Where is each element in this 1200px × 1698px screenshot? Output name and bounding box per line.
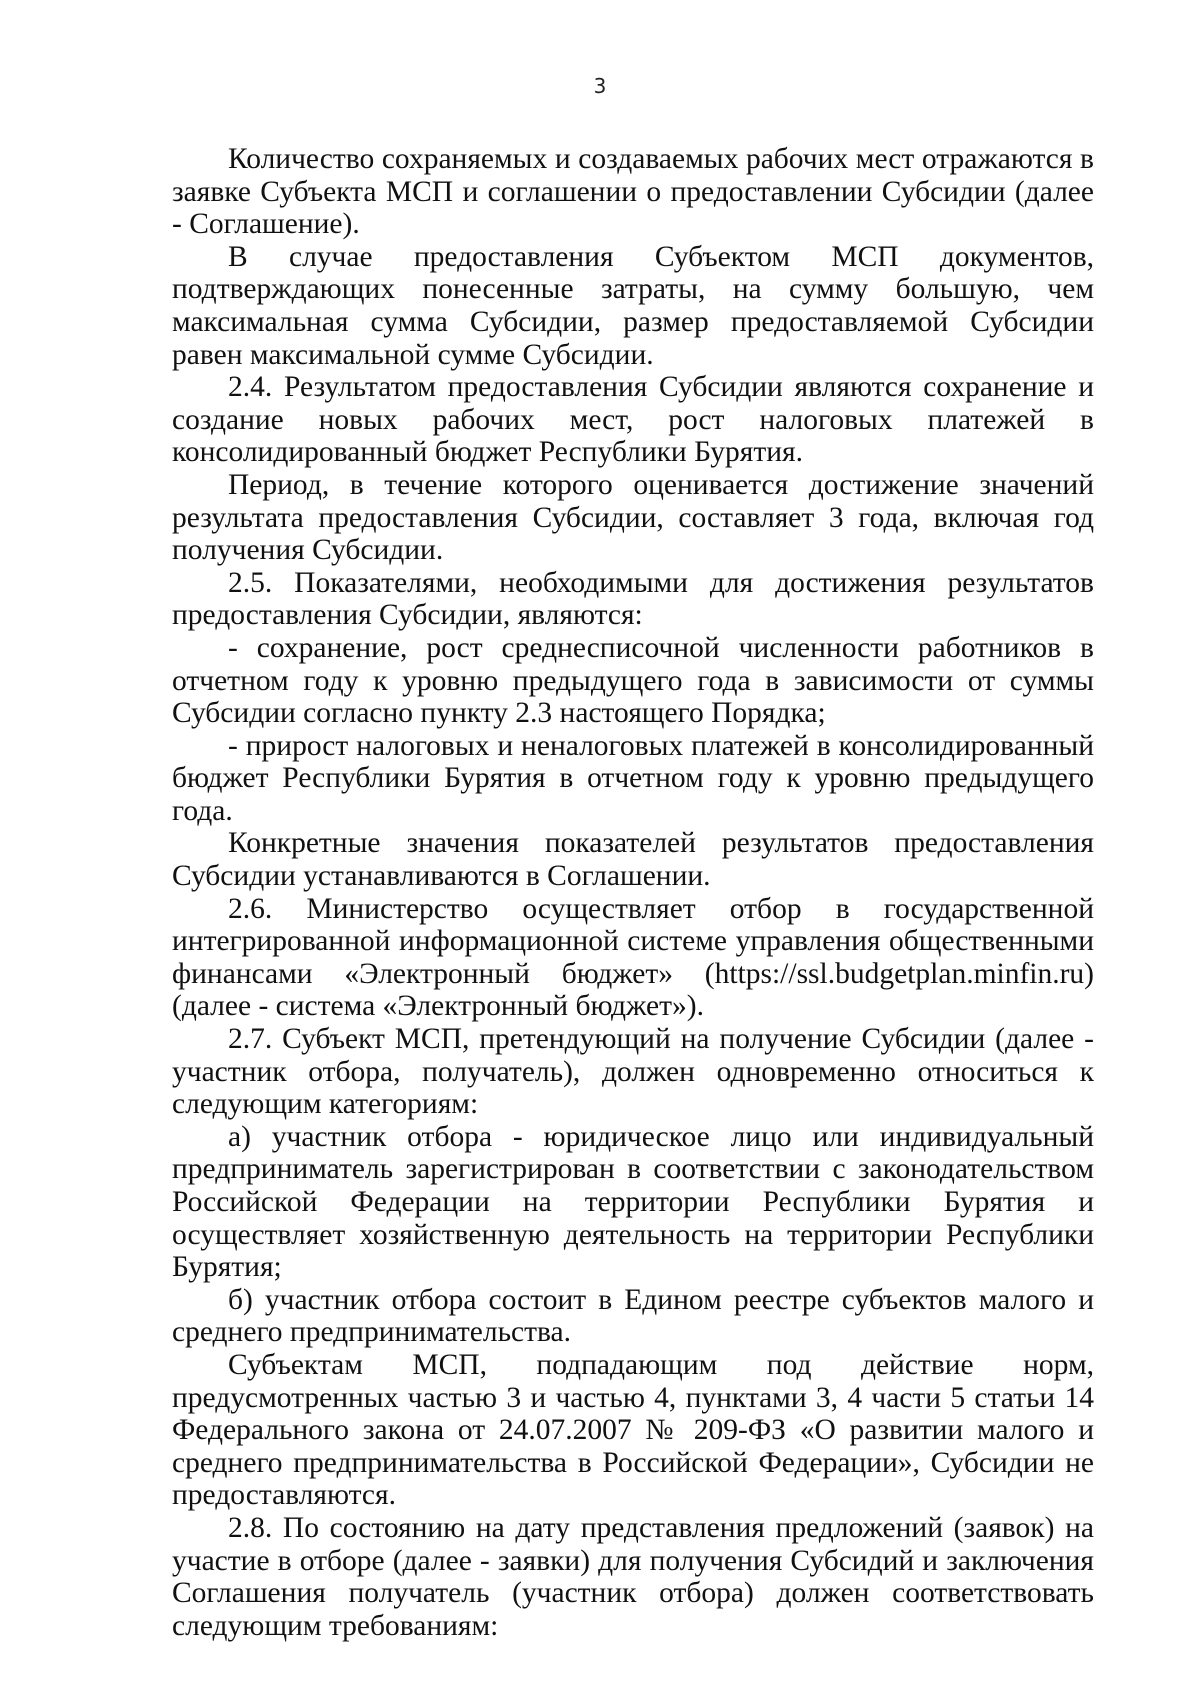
list-item-category-b: б) участник отбора состоит в Едином реестре субъектов малого и среднего предпринимательства. xyxy=(172,1283,1094,1349)
paragraph-section-2-4: 2.4. Результатом предоставления Субсидии являются сохранение и создание новых рабочих мест, рост налоговых платежей в консолидированный бюджет Республики Бурятия. xyxy=(172,371,1094,469)
paragraph-section-2-5: 2.5. Показателями, необходимыми для достижения результатов предоставления Субсидии, являются: xyxy=(172,566,1094,632)
paragraph: Количество сохраняемых и создаваемых рабочих мест отражаются в заявке Субъекта МСП и соглашении о предоставлении Субсидии (далее - Соглашение). xyxy=(172,143,1094,241)
paragraph: Период, в течение которого оценивается достижение значений результата предоставления Субсидии, составляет 3 года, включая год получения Субсидии. xyxy=(172,468,1094,567)
paragraph: Субъектам МСП, подпадающим под действие норм, предусмотренных частью 3 и частью 4, пунктами 3, 4 части 5 статьи 14 Федерального закона от 24.07.2007 № 209-ФЗ «О развитии малого и среднего предпринимательства в Российской Федерации», Субсидии не предоставляются. xyxy=(172,1348,1094,1512)
paragraph-section-2-8: 2.8. По состоянию на дату представления предложений (заявок) на участие в отборе (далее - заявки) для получения Субсидий и заключения Соглашения получатель (участник отбора) должен соответствовать следующим требованиям: xyxy=(172,1511,1094,1642)
page-number: 3 xyxy=(593,74,607,98)
list-item-indicator: - сохранение, рост среднесписочной численности работников в отчетном году к уровню предыдущего года в зависимости от суммы Субсидии согласно пункту 2.3 настоящего Порядка; xyxy=(172,631,1094,730)
document-body xyxy=(172,143,1094,1642)
list-item-indicator: - прирост налоговых и неналоговых платежей в консолидированный бюджет Республики Бурятия в отчетном году к уровню предыдущего года. xyxy=(172,729,1094,827)
list-item-category-a: а) участник отбора - юридическое лицо или индивидуальный предприниматель зарегистрирован в соответствии с законодательством Российской Федерации на территории Республики Бурятия и осуществляет хозяйственную деятельность на территории Республики Бурятия; xyxy=(172,1120,1094,1284)
paragraph-section-2-7: 2.7. Субъект МСП, претендующий на получение Субсидии (далее - участник отбора, получатель), должен одновременно относиться к следующим категориям: xyxy=(172,1023,1094,1121)
paragraph: В случае предоставления Субъектом МСП документов, подтверждающих понесенные затраты, на сумму большую, чем максимальная сумма Субсидии, размер предоставляемой Субсидии равен максимальной сумме Субсидии. xyxy=(172,240,1094,371)
paragraph: Конкретные значения показателей результатов предоставления Субсидии устанавливаются в Соглашении. xyxy=(172,827,1094,893)
paragraph-section-2-6: 2.6. Министерство осуществляет отбор в государственной интегрированной информационной системе управления общественными финансами «Электронный бюджет» (https://ssl.budgetplan.minfin.ru) (далее - система «Электронный бюджет»). xyxy=(172,892,1094,1023)
